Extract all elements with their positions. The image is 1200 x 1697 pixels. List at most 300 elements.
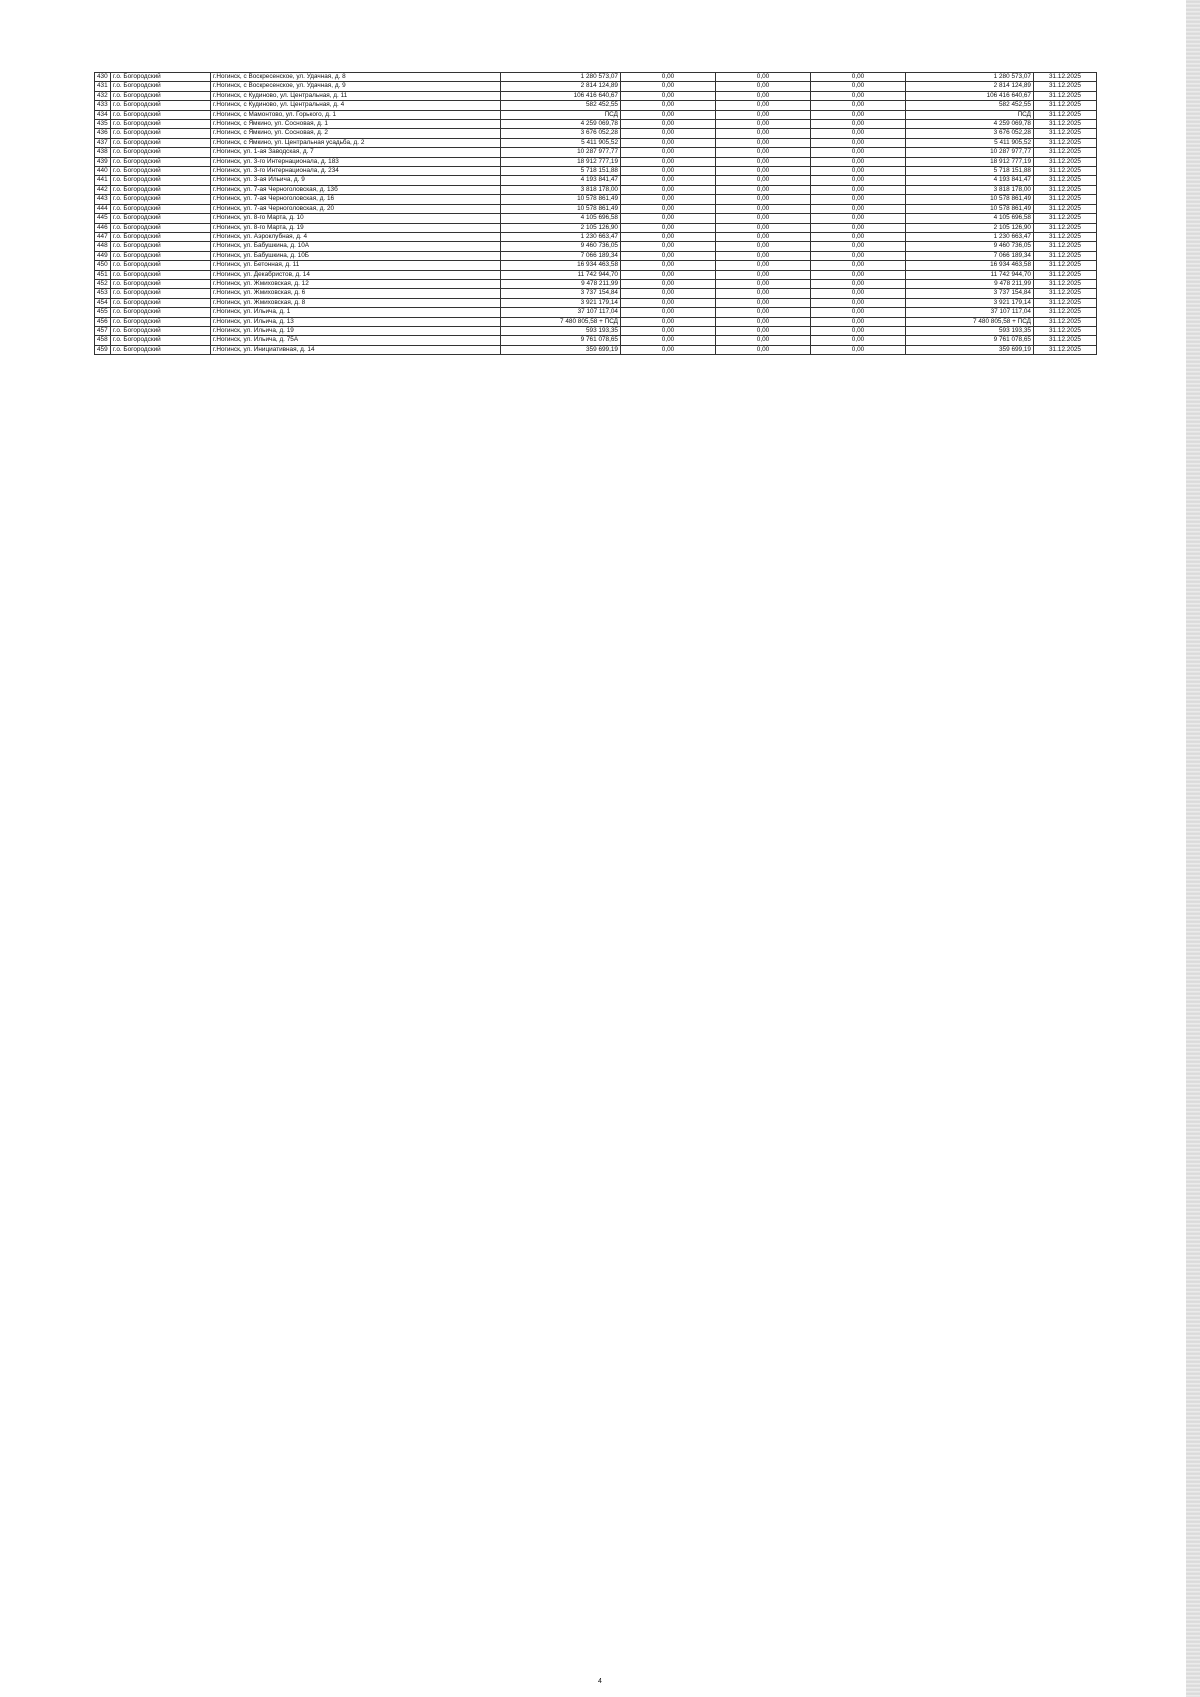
address-cell: г.Ногинск, с Воскресенское, ул. Удачная, д. 9 [211,82,501,91]
value-2-cell: 0,00 [716,185,811,194]
cost-cell: 1 280 573,07 [501,73,621,82]
address-cell: г.Ногинск, ул. 3-го Интернационала, д. 234 [211,167,501,176]
total-cell: 3 737 154,84 [906,289,1034,298]
date-cell: 31.12.2025 [1034,82,1097,91]
date-cell: 31.12.2025 [1034,270,1097,279]
total-cell: 7 066 189,34 [906,251,1034,260]
table-row [95,204,1097,213]
table-row [95,214,1097,223]
address-cell: г.Ногинск, с Кудиново, ул. Центральная, д. 4 [211,101,501,110]
value-1-cell: 0,00 [621,176,716,185]
total-cell: 11 742 944,70 [906,270,1034,279]
total-cell: 3 818 178,00 [906,185,1034,194]
row-number: 443 [95,195,111,204]
row-number: 444 [95,204,111,213]
row-number: 439 [95,157,111,166]
value-3-cell: 0,00 [811,120,906,129]
municipality-cell: г.о. Богородский [111,317,211,326]
value-3-cell: 0,00 [811,167,906,176]
date-cell: 31.12.2025 [1034,308,1097,317]
value-3-cell: 0,00 [811,138,906,147]
total-cell: 16 934 463,58 [906,261,1034,270]
value-3-cell: 0,00 [811,110,906,119]
value-2-cell: 0,00 [716,336,811,345]
value-3-cell: 0,00 [811,223,906,232]
address-cell: г.Ногинск, ул. 3-ая Ильича, д. 9 [211,176,501,185]
table-row [95,129,1097,138]
value-1-cell: 0,00 [621,317,716,326]
address-cell: г.Ногинск, ул. Жмиховская, д. 6 [211,289,501,298]
date-cell: 31.12.2025 [1034,110,1097,119]
value-3-cell: 0,00 [811,251,906,260]
cost-cell: 3 676 052,28 [501,129,621,138]
date-cell: 31.12.2025 [1034,157,1097,166]
value-3-cell: 0,00 [811,129,906,138]
total-cell: 10 578 861,49 [906,204,1034,213]
municipality-cell: г.о. Богородский [111,138,211,147]
total-cell: 9 460 736,05 [906,242,1034,251]
row-number: 459 [95,345,111,354]
value-3-cell: 0,00 [811,242,906,251]
register-table-sheet [94,72,1096,355]
address-cell: г.Ногинск, ул. Жмиховская, д. 8 [211,298,501,307]
value-3-cell: 0,00 [811,289,906,298]
table-row [95,101,1097,110]
row-number: 454 [95,298,111,307]
cost-cell: 7 066 189,34 [501,251,621,260]
table-row [95,167,1097,176]
address-cell: г.Ногинск, ул. Жмиховская, д. 12 [211,279,501,288]
date-cell: 31.12.2025 [1034,138,1097,147]
address-cell: г.Ногинск, ул. Аэроклубная, д. 4 [211,232,501,241]
value-3-cell: 0,00 [811,176,906,185]
date-cell: 31.12.2025 [1034,101,1097,110]
value-2-cell: 0,00 [716,289,811,298]
total-cell: 10 578 861,49 [906,195,1034,204]
cost-cell: 18 912 777,19 [501,157,621,166]
table-row [95,298,1097,307]
value-3-cell: 0,00 [811,336,906,345]
value-3-cell: 0,00 [811,270,906,279]
date-cell: 31.12.2025 [1034,195,1097,204]
value-1-cell: 0,00 [621,129,716,138]
cost-cell: 10 287 977,77 [501,148,621,157]
municipality-cell: г.о. Богородский [111,251,211,260]
cost-cell: 2 814 124,89 [501,82,621,91]
date-cell: 31.12.2025 [1034,289,1097,298]
table-row [95,176,1097,185]
total-cell: 593 193,35 [906,326,1034,335]
value-2-cell: 0,00 [716,148,811,157]
total-cell: 4 193 841,47 [906,176,1034,185]
table-row [95,232,1097,241]
row-number: 455 [95,308,111,317]
address-cell: г.Ногинск, ул. 7-ая Черноголовская, д. 13б [211,185,501,194]
date-cell: 31.12.2025 [1034,223,1097,232]
address-cell: г.Ногинск, с Ямкино, ул. Сосновая, д. 1 [211,120,501,129]
row-number: 430 [95,73,111,82]
date-cell: 31.12.2025 [1034,242,1097,251]
value-1-cell: 0,00 [621,223,716,232]
value-1-cell: 0,00 [621,214,716,223]
total-cell: 582 452,55 [906,101,1034,110]
table-row [95,223,1097,232]
value-2-cell: 0,00 [716,298,811,307]
municipality-cell: г.о. Богородский [111,261,211,270]
address-cell: г.Ногинск, ул. Декабристов, д. 14 [211,270,501,279]
address-cell: г.Ногинск, ул. Ильича, д. 13 [211,317,501,326]
total-cell: 5 718 151,88 [906,167,1034,176]
register-table [94,72,1097,355]
cost-cell: 4 259 069,78 [501,120,621,129]
total-cell: 2 105 126,90 [906,223,1034,232]
value-1-cell: 0,00 [621,251,716,260]
value-1-cell: 0,00 [621,167,716,176]
municipality-cell: г.о. Богородский [111,336,211,345]
cost-cell: 9 460 736,05 [501,242,621,251]
address-cell: г.Ногинск, с Воскресенское, ул. Удачная, д. 8 [211,73,501,82]
municipality-cell: г.о. Богородский [111,91,211,100]
municipality-cell: г.о. Богородский [111,279,211,288]
row-number: 457 [95,326,111,335]
date-cell: 31.12.2025 [1034,176,1097,185]
address-cell: г.Ногинск, ул. 7-ая Черноголовская, д. 16 [211,195,501,204]
total-cell: 9 478 211,99 [906,279,1034,288]
municipality-cell: г.о. Богородский [111,101,211,110]
address-cell: г.Ногинск, ул. Ильича, д. 19 [211,326,501,335]
value-3-cell: 0,00 [811,279,906,288]
cost-cell: 10 578 861,49 [501,204,621,213]
value-1-cell: 0,00 [621,298,716,307]
value-1-cell: 0,00 [621,101,716,110]
value-2-cell: 0,00 [716,326,811,335]
municipality-cell: г.о. Богородский [111,73,211,82]
table-row [95,289,1097,298]
cost-cell: 106 416 640,67 [501,91,621,100]
date-cell: 31.12.2025 [1034,232,1097,241]
row-number: 452 [95,279,111,288]
value-1-cell: 0,00 [621,242,716,251]
value-1-cell: 0,00 [621,289,716,298]
table-row [95,138,1097,147]
cost-cell: 4 193 841,47 [501,176,621,185]
row-number: 431 [95,82,111,91]
table-row [95,308,1097,317]
table-row [95,91,1097,100]
scan-edge-strip [1186,0,1200,1697]
cost-cell: 9 478 211,99 [501,279,621,288]
table-row [95,336,1097,345]
cost-cell: 1 230 663,47 [501,232,621,241]
row-number: 438 [95,148,111,157]
row-number: 456 [95,317,111,326]
total-cell: 1 280 573,07 [906,73,1034,82]
municipality-cell: г.о. Богородский [111,129,211,138]
municipality-cell: г.о. Богородский [111,148,211,157]
value-2-cell: 0,00 [716,138,811,147]
value-2-cell: 0,00 [716,270,811,279]
cost-cell: 3 737 154,84 [501,289,621,298]
cost-cell: 582 452,55 [501,101,621,110]
address-cell: г.Ногинск, с Ямкино, ул. Центральная усадьба, д. 2 [211,138,501,147]
municipality-cell: г.о. Богородский [111,110,211,119]
date-cell: 31.12.2025 [1034,120,1097,129]
date-cell: 31.12.2025 [1034,279,1097,288]
row-number: 441 [95,176,111,185]
total-cell: 9 761 078,65 [906,336,1034,345]
total-cell: 5 411 905,52 [906,138,1034,147]
table-row [95,261,1097,270]
table-row [95,345,1097,354]
total-cell: 3 921 179,14 [906,298,1034,307]
date-cell: 31.12.2025 [1034,261,1097,270]
municipality-cell: г.о. Богородский [111,298,211,307]
date-cell: 31.12.2025 [1034,345,1097,354]
value-3-cell: 0,00 [811,148,906,157]
table-row [95,279,1097,288]
cost-cell: 37 107 117,04 [501,308,621,317]
value-2-cell: 0,00 [716,232,811,241]
address-cell: г.Ногинск, ул. Инициативная, д. 14 [211,345,501,354]
value-3-cell: 0,00 [811,82,906,91]
address-cell: г.Ногинск, ул. 3-го Интернационала, д. 183 [211,157,501,166]
value-3-cell: 0,00 [811,214,906,223]
address-cell: г.Ногинск, ул. Бабушкина, д. 10Б [211,251,501,260]
municipality-cell: г.о. Богородский [111,120,211,129]
value-2-cell: 0,00 [716,157,811,166]
municipality-cell: г.о. Богородский [111,345,211,354]
table-row [95,73,1097,82]
table-row [95,317,1097,326]
row-number: 450 [95,261,111,270]
total-cell: 1 230 663,47 [906,232,1034,241]
row-number: 447 [95,232,111,241]
value-1-cell: 0,00 [621,232,716,241]
table-row [95,251,1097,260]
date-cell: 31.12.2025 [1034,336,1097,345]
cost-cell: 10 578 861,49 [501,195,621,204]
total-cell: 4 259 069,78 [906,120,1034,129]
value-1-cell: 0,00 [621,308,716,317]
municipality-cell: г.о. Богородский [111,223,211,232]
total-cell: 106 416 640,67 [906,91,1034,100]
value-1-cell: 0,00 [621,336,716,345]
row-number: 451 [95,270,111,279]
row-number: 448 [95,242,111,251]
municipality-cell: г.о. Богородский [111,176,211,185]
total-cell: 18 912 777,19 [906,157,1034,166]
row-number: 458 [95,336,111,345]
date-cell: 31.12.2025 [1034,129,1097,138]
value-1-cell: 0,00 [621,82,716,91]
value-2-cell: 0,00 [716,195,811,204]
date-cell: 31.12.2025 [1034,73,1097,82]
value-3-cell: 0,00 [811,298,906,307]
cost-cell: 16 934 463,58 [501,261,621,270]
total-cell: 4 105 696,58 [906,214,1034,223]
date-cell: 31.12.2025 [1034,167,1097,176]
value-2-cell: 0,00 [716,176,811,185]
total-cell: 359 699,19 [906,345,1034,354]
address-cell: г.Ногинск, ул. 7-ая Черноголовская, д. 20 [211,204,501,213]
date-cell: 31.12.2025 [1034,214,1097,223]
municipality-cell: г.о. Богородский [111,157,211,166]
municipality-cell: г.о. Богородский [111,195,211,204]
cost-cell: 2 105 126,90 [501,223,621,232]
value-1-cell: 0,00 [621,261,716,270]
row-number: 445 [95,214,111,223]
address-cell: г.Ногинск, с Кудиново, ул. Центральная, д. 11 [211,91,501,100]
value-3-cell: 0,00 [811,195,906,204]
value-1-cell: 0,00 [621,73,716,82]
value-2-cell: 0,00 [716,214,811,223]
date-cell: 31.12.2025 [1034,204,1097,213]
cost-cell: 7 480 805,58 + ПСД [501,317,621,326]
address-cell: г.Ногинск, ул. 8-го Марта, д. 19 [211,223,501,232]
value-2-cell: 0,00 [716,279,811,288]
table-row [95,120,1097,129]
value-1-cell: 0,00 [621,270,716,279]
municipality-cell: г.о. Богородский [111,167,211,176]
table-row [95,82,1097,91]
municipality-cell: г.о. Богородский [111,242,211,251]
value-3-cell: 0,00 [811,185,906,194]
register-table-body [95,73,1097,355]
value-1-cell: 0,00 [621,120,716,129]
row-number: 442 [95,185,111,194]
row-number: 437 [95,138,111,147]
row-number: 435 [95,120,111,129]
table-row [95,242,1097,251]
address-cell: г.Ногинск, с Мамонтово, ул. Горького, д. 1 [211,110,501,119]
total-cell: 3 676 052,28 [906,129,1034,138]
value-3-cell: 0,00 [811,308,906,317]
value-3-cell: 0,00 [811,326,906,335]
value-3-cell: 0,00 [811,261,906,270]
date-cell: 31.12.2025 [1034,148,1097,157]
value-2-cell: 0,00 [716,120,811,129]
table-row [95,110,1097,119]
cost-cell: 5 411 905,52 [501,138,621,147]
date-cell: 31.12.2025 [1034,317,1097,326]
municipality-cell: г.о. Богородский [111,185,211,194]
cost-cell: 5 718 151,88 [501,167,621,176]
value-2-cell: 0,00 [716,73,811,82]
value-1-cell: 0,00 [621,185,716,194]
table-row [95,270,1097,279]
cost-cell: 3 818 178,00 [501,185,621,194]
total-cell: 37 107 117,04 [906,308,1034,317]
total-cell: ПСД [906,110,1034,119]
municipality-cell: г.о. Богородский [111,289,211,298]
value-2-cell: 0,00 [716,82,811,91]
value-1-cell: 0,00 [621,195,716,204]
cost-cell: 9 761 078,65 [501,336,621,345]
value-3-cell: 0,00 [811,157,906,166]
value-1-cell: 0,00 [621,110,716,119]
municipality-cell: г.о. Богородский [111,204,211,213]
table-row [95,148,1097,157]
cost-cell: 359 699,19 [501,345,621,354]
table-row [95,157,1097,166]
row-number: 434 [95,110,111,119]
total-cell: 2 814 124,89 [906,82,1034,91]
row-number: 453 [95,289,111,298]
row-number: 446 [95,223,111,232]
value-2-cell: 0,00 [716,204,811,213]
date-cell: 31.12.2025 [1034,251,1097,260]
value-3-cell: 0,00 [811,345,906,354]
value-1-cell: 0,00 [621,157,716,166]
value-1-cell: 0,00 [621,204,716,213]
municipality-cell: г.о. Богородский [111,214,211,223]
value-3-cell: 0,00 [811,101,906,110]
cost-cell: 593 193,35 [501,326,621,335]
total-cell: 7 480 805,58 + ПСД [906,317,1034,326]
row-number: 440 [95,167,111,176]
date-cell: 31.12.2025 [1034,185,1097,194]
value-2-cell: 0,00 [716,129,811,138]
municipality-cell: г.о. Богородский [111,308,211,317]
value-2-cell: 0,00 [716,251,811,260]
page-number: 4 [598,1678,602,1685]
value-2-cell: 0,00 [716,345,811,354]
value-1-cell: 0,00 [621,326,716,335]
address-cell: г.Ногинск, ул. Ильича, д. 75А [211,336,501,345]
address-cell: г.Ногинск, ул. Бетонная, д. 11 [211,261,501,270]
value-2-cell: 0,00 [716,308,811,317]
date-cell: 31.12.2025 [1034,326,1097,335]
value-3-cell: 0,00 [811,232,906,241]
table-row [95,185,1097,194]
value-2-cell: 0,00 [716,110,811,119]
address-cell: г.Ногинск, с Ямкино, ул. Сосновая, д. 2 [211,129,501,138]
address-cell: г.Ногинск, ул. Бабушкина, д. 10А [211,242,501,251]
value-1-cell: 0,00 [621,91,716,100]
value-3-cell: 0,00 [811,91,906,100]
value-2-cell: 0,00 [716,317,811,326]
municipality-cell: г.о. Богородский [111,82,211,91]
value-1-cell: 0,00 [621,279,716,288]
value-3-cell: 0,00 [811,204,906,213]
address-cell: г.Ногинск, ул. 8-го Марта, д. 10 [211,214,501,223]
cost-cell: 4 105 696,58 [501,214,621,223]
row-number: 436 [95,129,111,138]
value-2-cell: 0,00 [716,242,811,251]
date-cell: 31.12.2025 [1034,298,1097,307]
table-row [95,326,1097,335]
municipality-cell: г.о. Богородский [111,232,211,241]
value-3-cell: 0,00 [811,73,906,82]
row-number: 433 [95,101,111,110]
total-cell: 10 287 977,77 [906,148,1034,157]
date-cell: 31.12.2025 [1034,91,1097,100]
value-2-cell: 0,00 [716,223,811,232]
value-2-cell: 0,00 [716,101,811,110]
cost-cell: 3 921 179,14 [501,298,621,307]
row-number: 449 [95,251,111,260]
value-2-cell: 0,00 [716,261,811,270]
value-2-cell: 0,00 [716,167,811,176]
cost-cell: ПСД [501,110,621,119]
value-3-cell: 0,00 [811,317,906,326]
municipality-cell: г.о. Богородский [111,326,211,335]
value-1-cell: 0,00 [621,148,716,157]
cost-cell: 11 742 944,70 [501,270,621,279]
row-number: 432 [95,91,111,100]
value-1-cell: 0,00 [621,138,716,147]
address-cell: г.Ногинск, ул. Ильича, д. 1 [211,308,501,317]
